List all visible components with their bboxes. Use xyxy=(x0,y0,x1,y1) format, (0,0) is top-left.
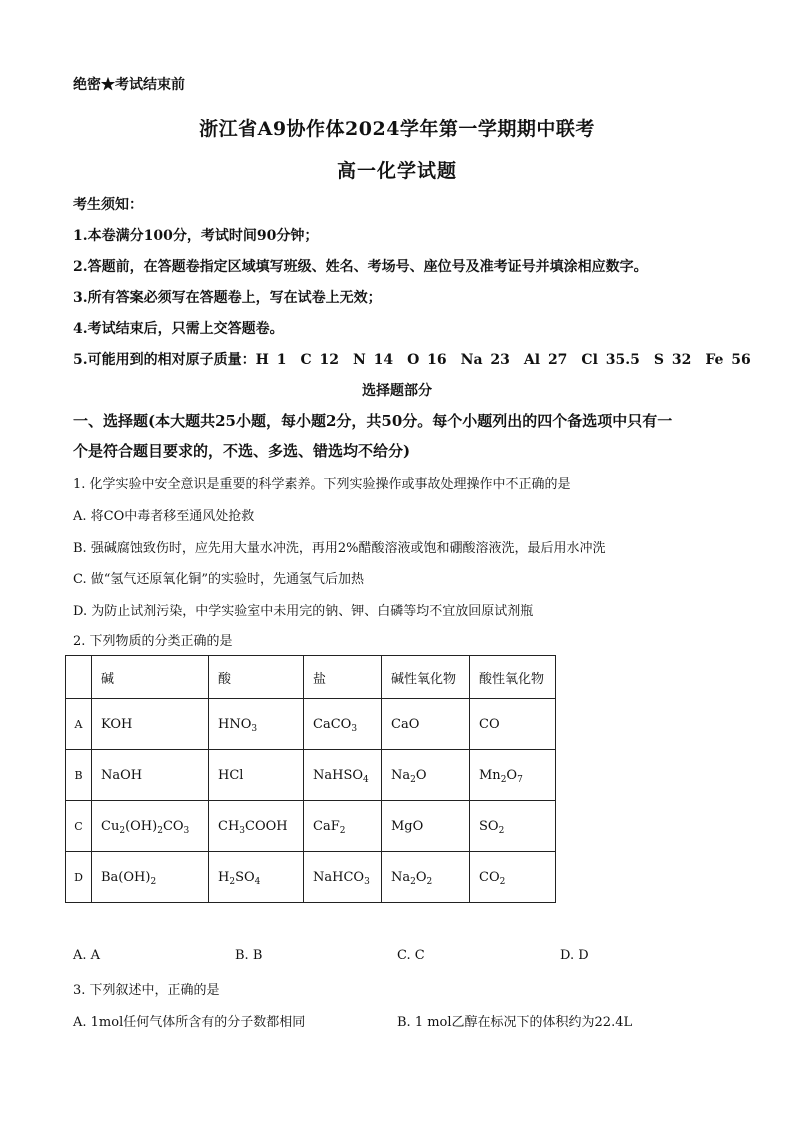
notice-item-3: 3.所有答案必须写在答题卷上，写在试卷上无效； xyxy=(73,290,382,306)
table-header-cell: 碱性氧化物 xyxy=(382,656,470,699)
table-header-cell: 碱 xyxy=(92,656,209,699)
table-row-label: D xyxy=(66,852,92,903)
table-cell: CaO xyxy=(382,699,470,750)
q1-option-a: A. 将CO中毒者移至通风处抢救 xyxy=(73,509,255,524)
part1-instruction-line1: 一、选择题(本大题共25小题，每小题2分，共50分。每个小题列出的四个备选项中只有一 xyxy=(73,412,673,430)
q2-option-d: D. D xyxy=(560,948,589,963)
table-row-label: C xyxy=(66,801,92,852)
table-cell: $Na_2O$ xyxy=(382,750,470,801)
table-cell: $CH_3COOH$ xyxy=(209,801,304,852)
table-header-cell: 酸性氧化物 xyxy=(470,656,556,699)
table-cell: NaOH xyxy=(92,750,209,801)
table-cell: NaHCO$_3$ xyxy=(304,852,382,903)
table-row xyxy=(66,852,556,903)
table-header-row xyxy=(66,656,556,699)
q3-option-b: B. 1 mol乙醇在标况下的体积约为22.4L xyxy=(397,1015,633,1030)
table-cell: $Na_2O_2$ xyxy=(382,852,470,903)
exam-subtitle: 高一化学试题 xyxy=(336,160,457,182)
notice-item-1: 1.本卷满分100分，考试时间90分钟； xyxy=(73,228,319,244)
table-row xyxy=(66,801,556,852)
table-cell: NaHSO$_4$ xyxy=(304,750,382,801)
table-cell: $Cu_2(OH)_2CO_3$ xyxy=(92,801,209,852)
notice-item-4: 4.考试结束后，只需上交答题卷。 xyxy=(73,321,284,337)
notice-heading: 考生须知： xyxy=(73,197,143,213)
table-cell: $CO_2$ xyxy=(470,852,556,903)
q1-option-d: D. 为防止试剂污染，中学实验室中未用完的钠、钾、白磷等均不宜放回原试剂瓶 xyxy=(73,604,534,619)
q2-stem: 2. 下列物质的分类正确的是 xyxy=(73,634,233,649)
classification-table xyxy=(65,655,556,903)
notice-item-2: 2.答题前，在答题卷指定区域填写班级、姓名、考场号、座位号及准考证号并填涂相应数字。 xyxy=(73,259,648,275)
q1-option-b: B. 强碱腐蚀致伤时，应先用大量水冲洗，再用2%醋酸溶液或饱和硼酸溶液洗，最后用水冲洗 xyxy=(73,541,606,556)
table-cell: $SO_2$ xyxy=(470,801,556,852)
table-row-label: B xyxy=(66,750,92,801)
table-cell: $HNO_3$ xyxy=(209,699,304,750)
table-header-cell xyxy=(66,656,92,699)
table-cell: CaCO$_3$ xyxy=(304,699,382,750)
q2-option-a: A. A xyxy=(73,948,101,963)
table-cell: HCl xyxy=(209,750,304,801)
atomic-masses: 5.可能用到的相对原子质量：H 1 C 12 N 14 O 16 Na 23 Al 27 Cl 35.5 S 32 Fe 56 xyxy=(73,352,751,368)
secret-label: 绝密★考试结束前 xyxy=(73,77,185,93)
q1-option-c: C. 做“氢气还原氧化铜”的实验时，先通氢气后加热 xyxy=(73,572,365,587)
part1-instruction-line2: 个是符合题目要求的，不选、多选、错选均不给分) xyxy=(73,442,411,460)
table-row-label: A xyxy=(66,699,92,750)
table-row xyxy=(66,699,556,750)
exam-title: 浙江省A9协作体2024学年第一学期期中联考 xyxy=(199,118,595,140)
q3-option-a: A. 1mol任何气体所含有的分子数都相同 xyxy=(73,1015,306,1030)
table-cell: $Mn_2O_7$ xyxy=(470,750,556,801)
table-cell: KOH xyxy=(92,699,209,750)
table-cell: CaF$_2$ xyxy=(304,801,382,852)
table-cell: CO xyxy=(470,699,556,750)
table-row xyxy=(66,750,556,801)
table-cell: $Ba(OH)_2$ xyxy=(92,852,209,903)
q1-stem: 1. 化学实验中安全意识是重要的科学素养。下列实验操作或事故处理操作中不正确的是 xyxy=(73,477,571,492)
table-cell: $H_2SO_4$ xyxy=(209,852,304,903)
table-header-cell: 酸 xyxy=(209,656,304,699)
q2-option-b: B. B xyxy=(235,948,263,963)
table-cell: MgO xyxy=(382,801,470,852)
q2-option-c: C. C xyxy=(397,948,425,963)
q3-stem: 3. 下列叙述中，正确的是 xyxy=(73,983,220,998)
section-title: 选择题部分 xyxy=(362,383,432,399)
table-header-cell: 盐 xyxy=(304,656,382,699)
